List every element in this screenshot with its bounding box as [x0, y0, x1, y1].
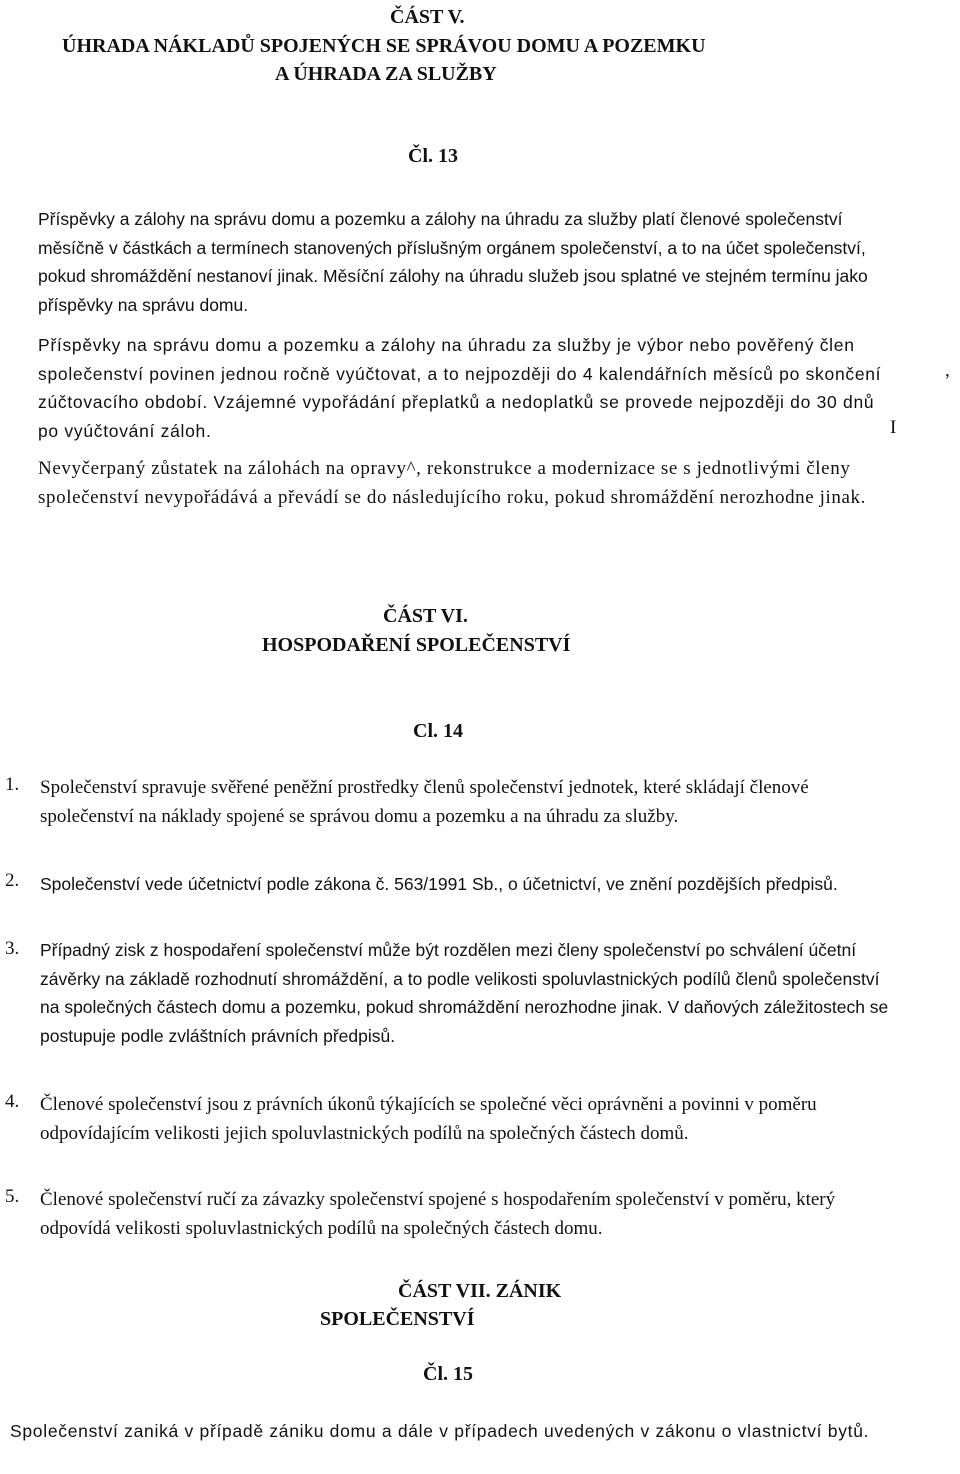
margin-comma: ,: [945, 360, 950, 381]
list-item-text: Společenství spravuje svěřené peněžní prostředky členů společenství jednotek, které skládají členové společenství na náklady spojené se správou domu a pozemku a na úhradu za služby.: [40, 777, 809, 827]
list-item-text: Společenství vede účetnictví podle zákona č. 563/1991 Sb., o účetnictví, ve znění pozdějších předpisů.: [40, 874, 838, 894]
part5-title-line2: A ÚHRADA ZA SLUŽBY: [275, 63, 497, 85]
article-13-paragraph-3: Nevyčerpaný zůstatek na zálohách na opravy^, rekonstrukce a modernizace se s jednotlivými členy společenství nevypořádává a převádí se do následujícího roku, pokud shromáždění nerozhodne jinak.: [38, 458, 866, 508]
part6-title: HOSPODAŘENÍ SPOLEČENSTVÍ: [262, 634, 571, 656]
article-13-title: Čl. 13: [408, 145, 458, 167]
part5-heading: ČÁST V.: [390, 6, 465, 28]
list-item-number: 4.: [5, 1091, 20, 1112]
article-14-title: Cl. 14: [413, 720, 463, 742]
part5-title-line1: ÚHRADA NÁKLADŮ SPOJENÝCH SE SPRÁVOU DOMU A POZEMKU: [62, 35, 706, 57]
margin-letter-i: I: [890, 417, 897, 438]
list-item-number: 1.: [5, 774, 20, 795]
article-13-paragraph-1: Příspěvky a zálohy na správu domu a pozemku a zálohy na úhradu za služby platí členové společenství měsíčně v částkách a termínech stanovených příslušným orgánem společenství, a to na účet společenství, pokud shromáždění nestanoví jinak. Měsíční zálohy na úhradu služeb jsou splatné ve stejném termínu jako příspěvky na správu domu.: [38, 209, 868, 315]
list-item-number: 3.: [5, 938, 20, 959]
list-item-number: 5.: [5, 1186, 20, 1207]
list-item-text: Členové společenství jsou z právních úkonů týkajících se společné věci oprávněni a povinni v poměru odpovídajícím velikosti jejich spoluvlastnických podílů na společných částech domů.: [40, 1094, 817, 1144]
list-item-number: 2.: [5, 870, 20, 891]
article-15-title: Čl. 15: [423, 1363, 473, 1385]
part7-heading-line2: SPOLEČENSTVÍ: [320, 1308, 475, 1330]
article-15-paragraph: Společenství zaniká v případě zániku domu a dále v případech uvedených v zákonu o vlastnictví bytů.: [10, 1421, 870, 1441]
list-item-text: Členové společenství ručí za závazky společenství spojené s hospodařením společenství v poměru, který odpovídá velikosti spoluvlastnických podílů na společných částech domu.: [40, 1189, 836, 1239]
list-item-text: Případný zisk z hospodaření společenství může být rozdělen mezi členy společenství po schválení účetní závěrky na základě rozhodnutí shromáždění, a to podle velikosti spoluvlastnických podílů členů společenství na společných částech domu a pozemku, pokud shromáždění nerozhodne jinak. V daňových záležitostech se postupuje podle zvláštních právních předpisů.: [40, 940, 889, 1046]
part6-heading: ČÁST VI.: [383, 605, 468, 627]
article-13-paragraph-2: Příspěvky na správu domu a pozemku a zálohy na úhradu za služby je výbor nebo pověřený člen společenství povinen jednou ročně vyúčtovat, a to nejpozději do 4 kalendářních měsíců po skončení zúčtovacího období. Vzájemné vypořádání přeplatků a nedoplatků se provede nejpozději do 30 dnů po vyúčtování záloh.: [38, 335, 882, 441]
part7-heading: ČÁST VII. ZÁNIK: [398, 1280, 562, 1302]
